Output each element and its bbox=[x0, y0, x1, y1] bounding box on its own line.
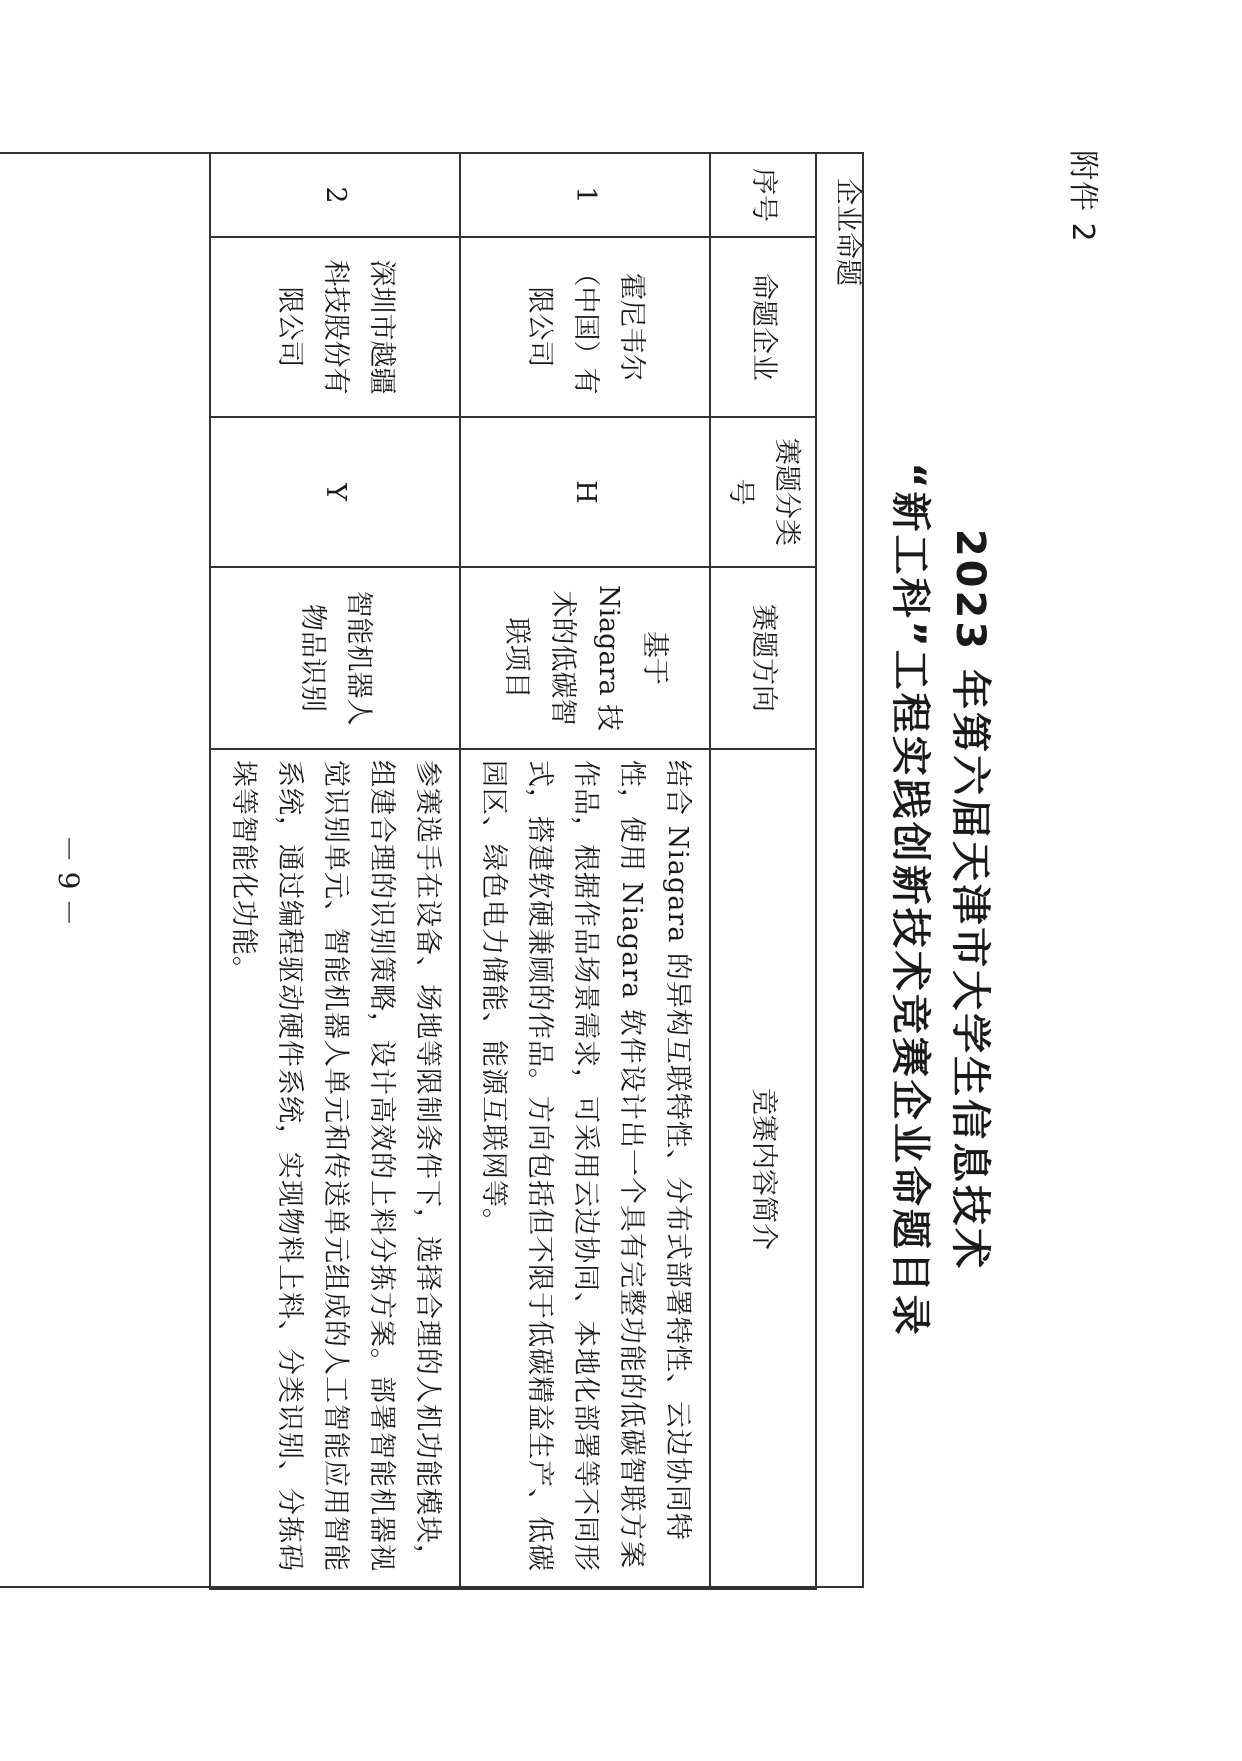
cell-direction: 基于 Niagara 技术的低碳智联项目 bbox=[460, 567, 710, 749]
header-index: 序号 bbox=[710, 153, 816, 237]
table-header-row bbox=[710, 153, 816, 1589]
cell-direction: 智能机器人物品识别 bbox=[210, 567, 460, 749]
cell-content: 结合 Niagara 的异构互联特性、分布式部署特性、云边协同特性，使用 Niagara 软件设计出一个具有完整功能的低碳智联方案作品，根据作品场景需求，可采用云边协同、本地化部署等不同形式，搭建软硬兼顾的作品。方向包括但不限于低碳精益生产、低碳园区、绿色电力储能、能源互联网等。 bbox=[460, 749, 710, 1589]
cell-index: 1 bbox=[460, 153, 710, 237]
cell-index: 2 bbox=[210, 153, 460, 237]
cell-company: 深圳市越疆科技股份有限公司 bbox=[210, 237, 460, 417]
topic-table bbox=[209, 152, 817, 1590]
table-row bbox=[460, 153, 710, 1589]
table-caption: 企业命题 bbox=[832, 178, 863, 286]
attachment-label: 附件 2 bbox=[1065, 150, 1100, 243]
cell-category: Y bbox=[210, 417, 460, 567]
header-direction: 赛题方向 bbox=[710, 567, 816, 749]
header-content: 竞赛内容简介 bbox=[710, 749, 816, 1589]
cell-content: 参赛选手在设备、场地等限制条件下，选择合理的人机功能模块，组建合理的识别策略，设计高效的上料分拣方案。部署智能机器视觉识别单元、智能机器人单元和传送单元组成的人工智能应用智能系统，通过编程驱动硬件系统，实现物料上料、分类识别、分拣码垛等智能化功能。 bbox=[210, 749, 460, 1589]
cell-category: H bbox=[460, 417, 710, 567]
header-category: 赛题分类号 bbox=[710, 417, 816, 567]
document-title-line-1: 2023 年第六届天津市大学生信息技术 bbox=[947, 528, 993, 1272]
table-row bbox=[210, 153, 460, 1589]
document-title-line-2: “新工科”工程实践创新技术竞赛企业命题目录 bbox=[887, 462, 933, 1338]
cell-company: 霍尼韦尔（中国）有限公司 bbox=[460, 237, 710, 417]
header-company: 命题企业 bbox=[710, 237, 816, 417]
page-number: － 9 － bbox=[52, 834, 85, 927]
